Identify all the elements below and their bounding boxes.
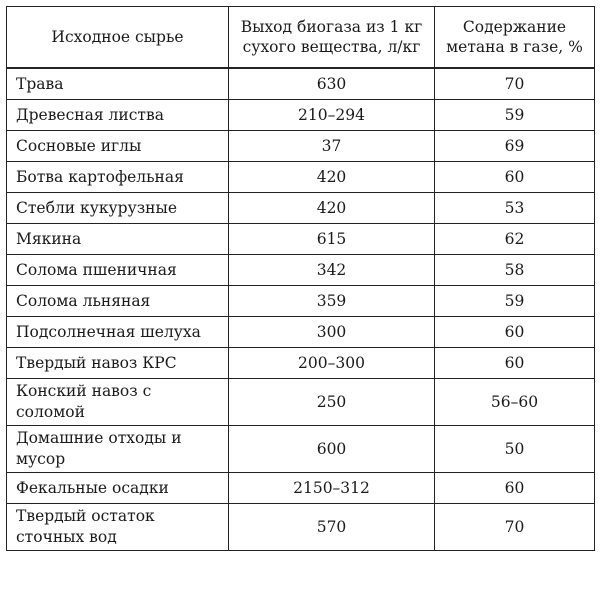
table-row bbox=[7, 504, 595, 551]
methane-cell: 62 bbox=[435, 224, 595, 255]
material-cell: Трава bbox=[7, 68, 229, 100]
table-row bbox=[7, 379, 595, 426]
table-row bbox=[7, 255, 595, 286]
material-cell: Конский навоз с соломой bbox=[7, 379, 229, 426]
header-methane: Содержание метана в газе, % bbox=[435, 7, 595, 69]
methane-cell: 60 bbox=[435, 162, 595, 193]
material-cell: Сосновые иглы bbox=[7, 131, 229, 162]
methane-cell: 53 bbox=[435, 193, 595, 224]
material-cell: Фекальные осадки bbox=[7, 473, 229, 504]
methane-cell: 56–60 bbox=[435, 379, 595, 426]
methane-cell: 70 bbox=[435, 504, 595, 551]
methane-cell: 60 bbox=[435, 473, 595, 504]
biogas-table bbox=[6, 6, 595, 551]
yield-cell: 615 bbox=[229, 224, 435, 255]
material-cell: Солома льняная bbox=[7, 286, 229, 317]
material-cell: Домашние отходы и мусор bbox=[7, 426, 229, 473]
header-material: Исходное сырье bbox=[7, 7, 229, 69]
yield-cell: 630 bbox=[229, 68, 435, 100]
material-cell: Солома пшеничная bbox=[7, 255, 229, 286]
yield-cell: 200–300 bbox=[229, 348, 435, 379]
yield-cell: 420 bbox=[229, 193, 435, 224]
yield-cell: 420 bbox=[229, 162, 435, 193]
yield-cell: 250 bbox=[229, 379, 435, 426]
material-cell: Древесная листва bbox=[7, 100, 229, 131]
methane-cell: 50 bbox=[435, 426, 595, 473]
material-cell: Ботва картофельная bbox=[7, 162, 229, 193]
material-cell: Твердый навоз КРС bbox=[7, 348, 229, 379]
yield-cell: 300 bbox=[229, 317, 435, 348]
table-row bbox=[7, 193, 595, 224]
yield-cell: 600 bbox=[229, 426, 435, 473]
table-row bbox=[7, 224, 595, 255]
table-row bbox=[7, 68, 595, 100]
yield-cell: 210–294 bbox=[229, 100, 435, 131]
material-cell: Твердый остаток сточных вод bbox=[7, 504, 229, 551]
methane-cell: 69 bbox=[435, 131, 595, 162]
yield-cell: 342 bbox=[229, 255, 435, 286]
table-row bbox=[7, 162, 595, 193]
yield-cell: 37 bbox=[229, 131, 435, 162]
table-row bbox=[7, 100, 595, 131]
methane-cell: 58 bbox=[435, 255, 595, 286]
header-yield: Выход биогаза из 1 кг сухого вещества, л/кг bbox=[229, 7, 435, 69]
table-row bbox=[7, 348, 595, 379]
methane-cell: 59 bbox=[435, 100, 595, 131]
table-row bbox=[7, 131, 595, 162]
table-row bbox=[7, 286, 595, 317]
material-cell: Стебли кукурузные bbox=[7, 193, 229, 224]
table-header-row bbox=[7, 7, 595, 69]
methane-cell: 59 bbox=[435, 286, 595, 317]
table-row bbox=[7, 426, 595, 473]
methane-cell: 60 bbox=[435, 348, 595, 379]
biogas-table-container bbox=[6, 6, 594, 551]
material-cell: Мякина bbox=[7, 224, 229, 255]
table-row bbox=[7, 317, 595, 348]
methane-cell: 70 bbox=[435, 68, 595, 100]
yield-cell: 359 bbox=[229, 286, 435, 317]
material-cell: Подсолнечная шелуха bbox=[7, 317, 229, 348]
table-row bbox=[7, 473, 595, 504]
yield-cell: 2150–312 bbox=[229, 473, 435, 504]
methane-cell: 60 bbox=[435, 317, 595, 348]
yield-cell: 570 bbox=[229, 504, 435, 551]
